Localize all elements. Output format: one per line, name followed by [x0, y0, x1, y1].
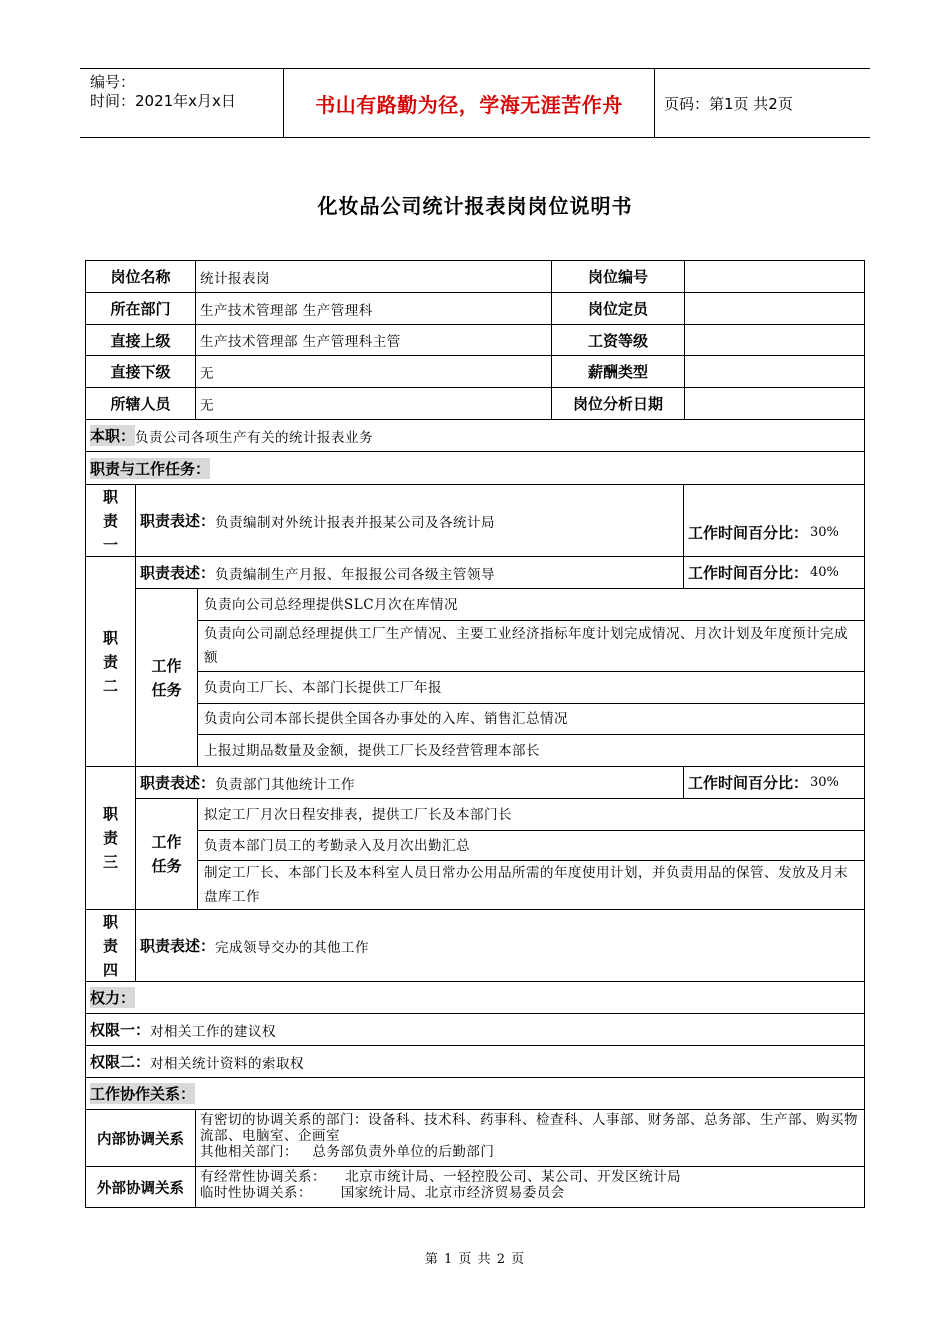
duty-3-task-1: 拟定工厂月次日程安排表，提供工厂长及本部门长 [198, 799, 864, 831]
duty-1-desc [136, 485, 684, 557]
position-name-value: 统计报表岗 [196, 261, 552, 293]
salary-type-value [685, 356, 864, 388]
duty-1-pct-value: 30% [810, 525, 839, 540]
external-coord-content [196, 1167, 864, 1207]
superior-value: 生产技术管理部 生产管理科主管 [196, 325, 552, 356]
subordinate-value: 无 [196, 356, 552, 388]
main-duty-text: 负责公司各项生产有关的统计报表业务 [135, 429, 374, 446]
duty-3-char-3: 三 [102, 853, 118, 871]
analysis-date-value [685, 388, 864, 420]
duty-3-task-2: 负责本部门员工的考勤录入及月次出勤汇总 [198, 831, 864, 861]
position-quota-label: 岗位定员 [552, 293, 685, 325]
duty-2-pct [684, 557, 864, 589]
superior-label: 直接上级 [86, 325, 196, 356]
duty-2-pct-value: 40% [810, 565, 839, 580]
page-title: 化妆品公司统计报表岗岗位说明书 [317, 194, 633, 218]
authority-1-label: 权限一： [90, 1021, 151, 1039]
duty-1-pct [684, 485, 864, 557]
authority-1-row [86, 1014, 864, 1046]
wage-grade-value [685, 325, 864, 356]
duty-2-label [86, 557, 136, 767]
header-meta [90, 73, 236, 111]
duties-heading: 职责与工作任务： [90, 459, 211, 478]
duty-2-pct-label: 工作时间百分比： [688, 564, 809, 582]
internal-coord-line-1: 有密切的协调关系的部门：设备科、技术科、药事科、检查科、人事部、财务部、总务部、生产部、购买物流部、电脑室、企画室 [200, 1112, 858, 1144]
duty-4-desc-label: 职责表述： [140, 937, 216, 955]
duty-1-label [86, 485, 136, 557]
duty-3-pct-value: 30% [810, 775, 839, 790]
main-duty-label: 本职： [90, 427, 136, 445]
duty-3-task-3: 制定工厂长、本部门长及本科室人员日常办公用品所需的年度使用计划，并负责用品的保管、发放及月末盘库工作 [198, 861, 864, 910]
duty-2-task-1: 负责向公司总经理提供SLC月次在库情况 [198, 589, 864, 621]
authority-heading: 权力： [90, 989, 136, 1007]
position-code-label: 岗位编号 [552, 261, 685, 293]
duty-2-task-4: 负责向公司本部长提供全国各办事处的入库、销售汇总情况 [198, 704, 864, 735]
duty-3-desc-label: 职责表述： [140, 774, 216, 792]
motto: 书山有路勤为径，学海无涯苦作舟 [283, 69, 655, 137]
department-value: 生产技术管理部 生产管理科 [196, 293, 552, 325]
duty-2-task-3: 负责向工厂长、本部门长提供工厂年报 [198, 672, 864, 704]
duty-4-char-1: 职 [102, 912, 118, 931]
duty-1-char-3: 一 [102, 535, 118, 554]
department-label: 所在部门 [86, 293, 196, 325]
wage-grade-label: 工资等级 [552, 325, 685, 356]
duty-2-task-label [136, 589, 198, 767]
internal-coord-content [196, 1110, 864, 1167]
main-duty-row [86, 420, 864, 452]
duty-2-task-5: 上报过期品数量及金额，提供工厂长及经营管理本部长 [198, 735, 864, 767]
duty-3-task-label [136, 799, 198, 910]
authority-2-label: 权限二： [90, 1053, 151, 1071]
duty-4-desc [136, 910, 864, 982]
subordinate-label: 直接下级 [86, 356, 196, 388]
duty-3-pct-label: 工作时间百分比： [688, 774, 809, 792]
external-coord-label: 外部协调关系 [86, 1167, 196, 1207]
duties-heading-row [86, 452, 864, 485]
page-code: 页码：第1页 共2页 [664, 94, 793, 113]
duty-2-desc-text: 负责编制生产月报、年报报公司各级主管领导 [215, 566, 496, 583]
cooperation-heading-row [86, 1078, 864, 1110]
number-label: 编号： [90, 73, 136, 91]
duty-3-label [86, 767, 136, 910]
duty-3-desc [136, 767, 684, 799]
duty-3-char-1: 职 [102, 805, 118, 823]
duty-1-desc-label: 职责表述： [140, 512, 216, 530]
authority-1-text: 对相关工作的建议权 [150, 1023, 277, 1040]
job-description-form [85, 260, 865, 1208]
duty-1-pct-label: 工作时间百分比： [688, 524, 809, 542]
staff-value: 无 [196, 388, 552, 420]
external-coord-line-2: 临时性协调关系： 国家统计局、北京市经济贸易委员会 [200, 1185, 565, 1201]
duty-1-char-2: 责 [102, 511, 118, 530]
duty-2-char-2: 责 [102, 652, 118, 671]
authority-2-text: 对相关统计资料的索取权 [150, 1055, 305, 1072]
authority-2-row [86, 1046, 864, 1078]
document-header [80, 68, 870, 138]
position-code-value [685, 261, 864, 293]
analysis-date-label: 岗位分析日期 [552, 388, 685, 420]
internal-coord-label: 内部协调关系 [86, 1110, 196, 1167]
cooperation-heading: 工作协作关系： [90, 1085, 196, 1103]
position-name-label: 岗位名称 [86, 261, 196, 293]
duty-1-char-1: 职 [102, 487, 118, 506]
duty-4-char-3: 四 [102, 960, 118, 979]
duty-4-desc-text: 完成领导交办的其他工作 [215, 939, 370, 956]
task-label-line-2: 任务 [151, 680, 182, 699]
duty-2-desc [136, 557, 684, 589]
duty-2-desc-label: 职责表述： [140, 564, 216, 582]
salary-type-label: 薪酬类型 [552, 356, 685, 388]
duty-2-char-1: 职 [102, 628, 118, 647]
duty-1-desc-text: 负责编制对外统计报表并报某公司及各统计局 [215, 514, 496, 531]
task-label-line-2: 任务 [151, 857, 182, 875]
duty-4-label [86, 910, 136, 982]
task-label-line-1: 工作 [151, 656, 182, 675]
internal-coord-line-2: 其他相关部门： 总务部负责外单位的后勤部门 [200, 1144, 495, 1160]
staff-label: 所辖人员 [86, 388, 196, 420]
duty-3-char-2: 责 [102, 829, 118, 847]
duty-3-pct [684, 767, 864, 799]
external-coord-line-1: 有经常性协调关系： 北京市统计局、一轻控股公司、某公司、开发区统计局 [200, 1169, 682, 1185]
duty-2-task-2: 负责向公司副总经理提供工厂生产情况、主要工业经济指标年度计划完成情况、月次计划及年度预计完成额 [198, 621, 864, 672]
time-label: 时间：2021年x月x日 [90, 92, 236, 110]
position-quota-value [685, 293, 864, 325]
duty-4-char-2: 责 [102, 936, 118, 955]
duty-3-desc-text: 负责部门其他统计工作 [215, 776, 356, 793]
task-label-line-1: 工作 [151, 833, 182, 851]
authority-heading-row [86, 982, 864, 1014]
page-footer: 第 1 页 共 2 页 [424, 1252, 526, 1267]
duty-2-char-3: 二 [102, 676, 118, 695]
